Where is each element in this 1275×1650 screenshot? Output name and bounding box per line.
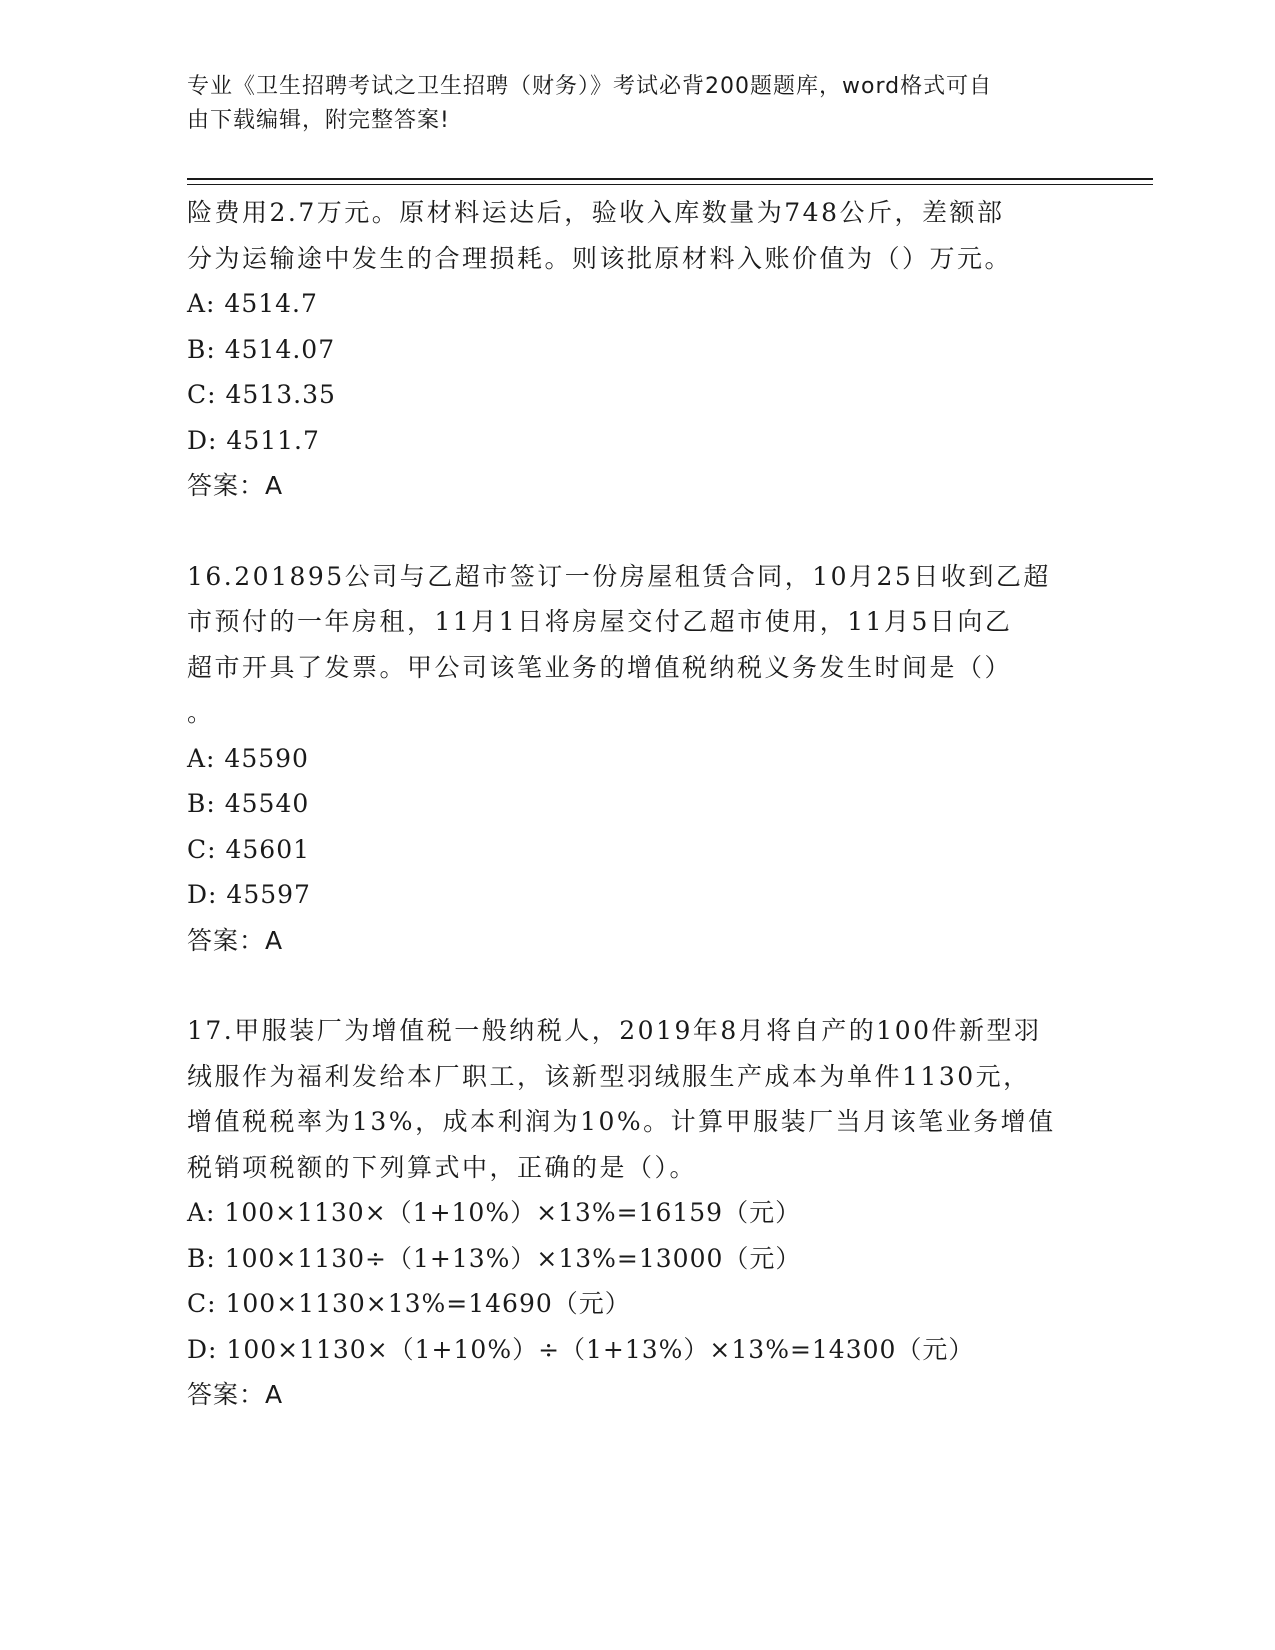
spacer [187,963,1087,1008]
answer-line: 答案：A [187,925,284,955]
option-b: B: 100×1130÷（1+13%）×13%=13000（元） [187,1243,802,1273]
header-divider-thin [187,184,1153,185]
stem-line: 超市开具了发票。甲公司该笔业务的增值税纳税义务发生时间是（） [187,652,1013,682]
question-list [187,190,1087,1418]
question-15 [187,190,1087,509]
option-c: C: 45601 [187,834,311,864]
stem-line: 绒服作为福利发给本厂职工，该新型羽绒服生产成本为单件1130元， [187,1061,1031,1091]
option-d: D: 100×1130×（1+10%）÷（1+13%）×13%=14300（元） [187,1334,975,1364]
stem-line: 17.甲服装厂为增值税一般纳税人，2019年8月将自产的100件新型羽 [187,1016,1042,1045]
option-c: C: 4513.35 [187,380,336,409]
spacer [187,509,1087,554]
header-line-1: 专业《卫生招聘考试之卫生招聘（财务）》考试必背200题题库，word格式可自 [187,74,993,99]
option-a: A: 4514.7 [187,289,318,318]
stem-line: 增值税税率为13%，成本利润为10%。计算甲服装厂当月该笔业务增值 [187,1107,1056,1136]
stem-line: 16.201895公司与乙超市签订一份房屋租赁合同，10月25日收到乙超 [187,561,1051,591]
header-line-2: 由下载编辑，附完整答案! [187,108,450,133]
answer-line: 答案：A [187,1380,284,1409]
option-d: D: 4511.7 [187,425,320,455]
option-a: A: 100×1130×（1+10%）×13%=16159（元） [187,1198,802,1227]
answer-line: 答案：A [187,471,284,500]
option-a: A: 45590 [187,743,309,773]
option-c: C: 100×1130×13%=14690（元） [187,1289,631,1318]
header-divider-thick [187,178,1153,180]
question-stem [187,190,1087,281]
stem-line: 。 [187,698,215,727]
stem-line: 税销项税额的下列算式中，正确的是（）。 [187,1152,698,1182]
question-stem [187,1008,1087,1190]
question-16 [187,554,1087,964]
option-b: B: 4514.07 [187,334,336,364]
question-stem [187,554,1087,736]
stem-line: 险费用2.7万元。原材料运达后，验收入库数量为748公斤，差额部 [187,198,1005,227]
option-d: D: 45597 [187,880,311,909]
stem-line: 市预付的一年房租，11月1日将房屋交付乙超市使用，11月5日向乙 [187,607,1013,636]
option-b: B: 45540 [187,789,310,818]
document-header [187,70,1087,138]
question-17 [187,1008,1087,1418]
stem-line: 分为运输途中发生的合理损耗。则该批原材料入账价值为（）万元。 [187,243,1013,273]
